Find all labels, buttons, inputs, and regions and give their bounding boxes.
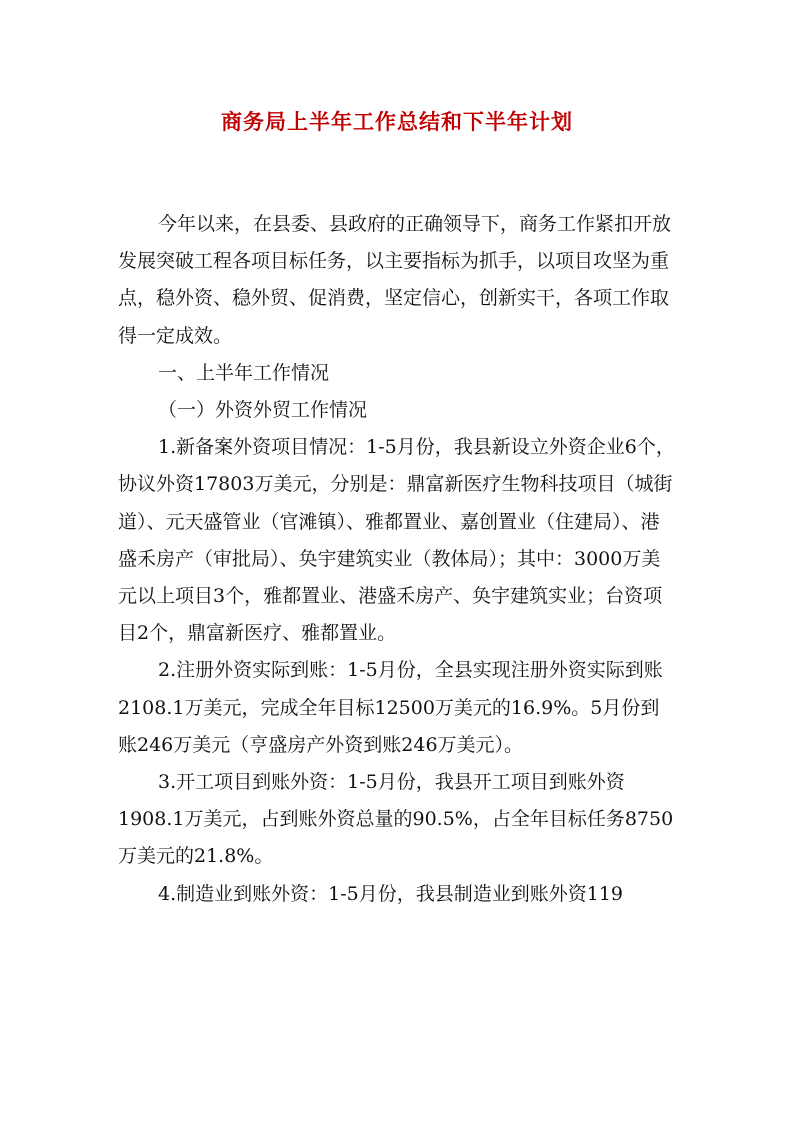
intro-paragraph: 今年以来，在县委、县政府的正确领导下，商务工作紧扣开放发展突破工程各项目标任务，以主要指标为抓手，以项目攻坚为重点，稳外资、稳外贸、促消费，坚定信心，创新实干，各项工作取得一定成效。 (118, 213, 672, 347)
paragraph-item-1: 1.新备案外资项目情况：1-5月份，我县新设立外资企业6个，协议外资17803万美元，分别是：鼎富新医疗生物科技项目（城街道）、元天盛管业（官滩镇）、雅都置业、嘉创置业（住建局）、港盛禾房产（审批局）、奂宇建筑实业（教体局）；其中：3000万美元以上项目3个，雅都置业、港盛禾房产、奂宇建筑实业；台资项目2个，鼎富新医疗、雅都置业。 (118, 436, 675, 645)
paragraph-item-2: 2.注册外资实际到账：1-5月份，全县实现注册外资实际到账2108.1万美元，完成全年目标12500万美元的16.9%。5月份到账246万美元（亨盛房产外资到账246万美元）。 (118, 659, 663, 756)
section-heading-1: 一、上半年工作情况 (158, 361, 330, 384)
document-title: 商务局上半年工作总结和下半年计划 (221, 109, 573, 134)
subsection-heading-1: （一）外资外贸工作情况 (158, 399, 368, 422)
paragraph-item-4: 4.制造业到账外资：1-5月份，我县制造业到账外资119 (158, 882, 623, 905)
document-body (118, 206, 678, 913)
paragraph-item-3: 3.开工项目到账外资：1-5月份，我县开工项目到账外资1908.1万美元，占到账外资总量的90.5%，占全年目标任务8750万美元的21.8%。 (118, 771, 674, 868)
